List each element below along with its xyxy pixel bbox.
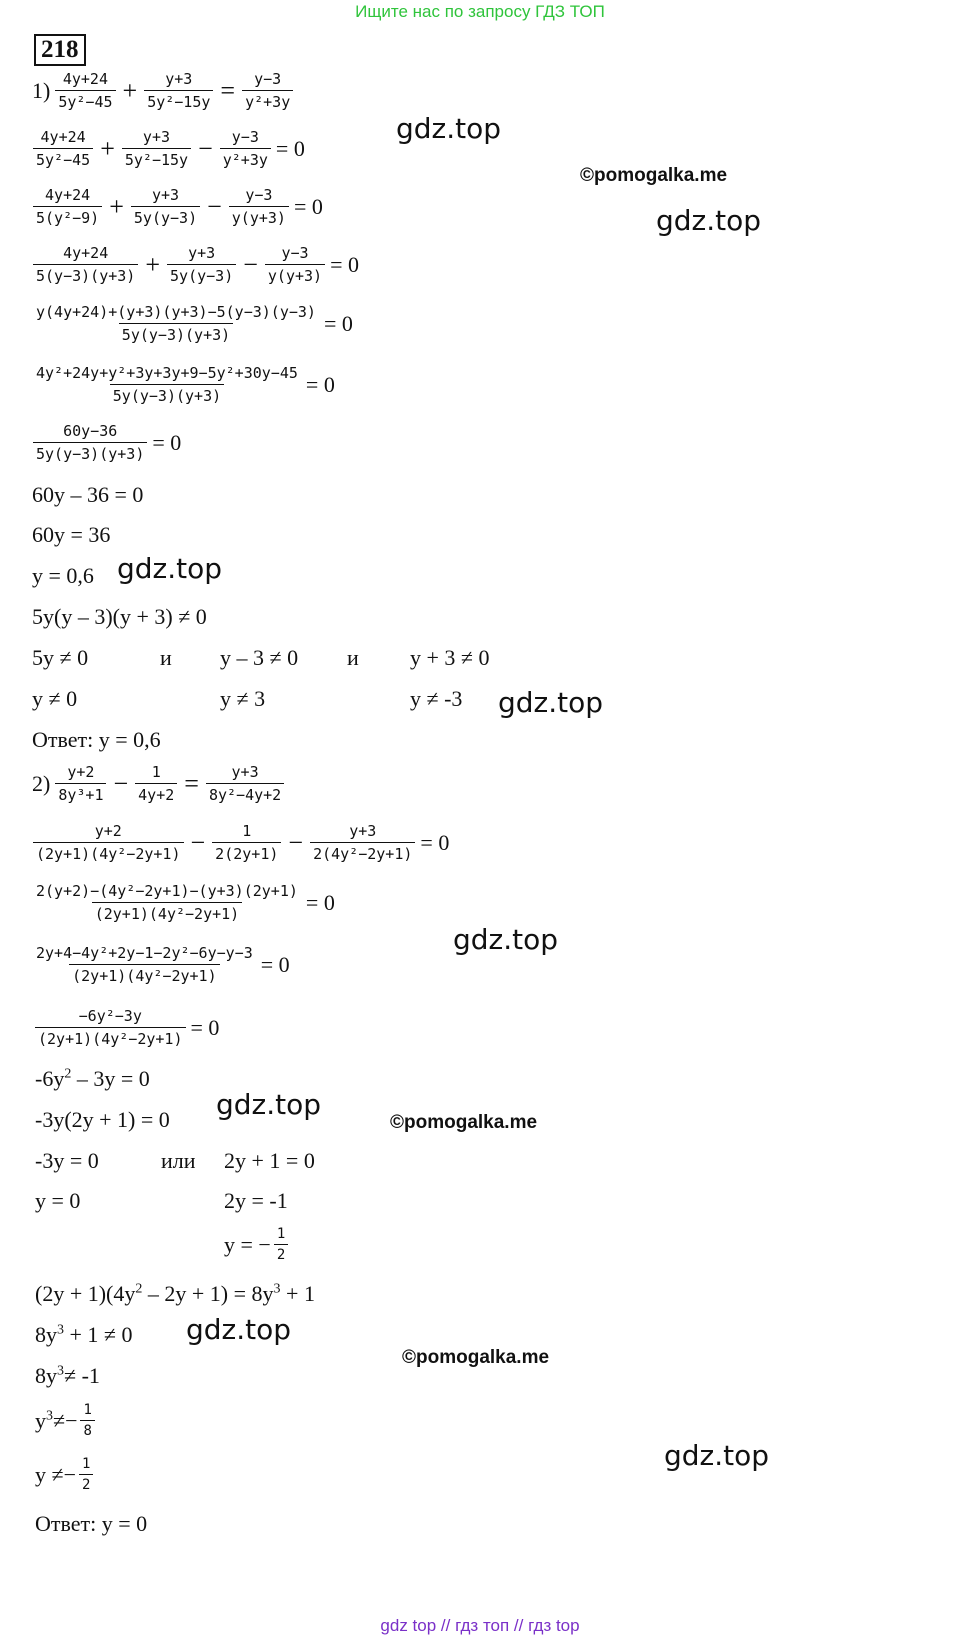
watermark-pomogalka: ©pomogalka.me [390, 1112, 538, 1133]
term: y [35, 1407, 46, 1433]
operator: − [207, 191, 222, 221]
fraction [135, 763, 177, 804]
part2-line8-conj: или [161, 1148, 196, 1173]
part1-line8: 60y – 36 = 0 [32, 482, 144, 507]
equals: = [184, 768, 199, 798]
fraction [55, 70, 115, 111]
numerator: 60y−36 [63, 422, 118, 440]
fraction [206, 763, 284, 804]
denominator: 2(4y²−2y+1) [310, 842, 415, 863]
part1-line2 [30, 128, 305, 169]
denominator: (2y+1)(4y²−2y+1) [35, 1027, 186, 1048]
part2-line5 [32, 1007, 219, 1048]
part2-line11: $(2y + 1)(4y^2 - 2y + 1) = 8y^3 + 1$ [35, 1281, 315, 1306]
part2-line9b: 2y = -1 [224, 1188, 288, 1213]
equals-zero: = 0 [420, 829, 450, 855]
denominator: 2(2y+1) [212, 842, 281, 863]
part2-line7: -3y(2y + 1) = 0 [35, 1107, 170, 1132]
part1-line12a: 5y ≠ 0 [32, 645, 89, 670]
operator: + [145, 249, 161, 279]
part2-line1 [32, 763, 287, 804]
denominator: 5y(y−3) [131, 206, 200, 227]
equals-zero: = 0 [305, 889, 335, 915]
fraction [79, 1456, 93, 1493]
fraction [80, 1402, 94, 1439]
numerator: y−3 [254, 70, 282, 88]
top-banner: Ищите нас по запросу ГДЗ ТОП [355, 2, 605, 21]
denominator: y²+3y [220, 148, 271, 169]
term: – 3y = 0 [71, 1066, 150, 1091]
term: ≠− [53, 1407, 78, 1433]
part1-line6 [30, 364, 335, 405]
operator: − [113, 768, 129, 798]
equals-zero: = 0 [260, 951, 290, 977]
part1-line13a: y ≠ 0 [32, 686, 78, 711]
operator: − [288, 827, 304, 857]
term: y ≠− [35, 1461, 76, 1487]
fraction [33, 882, 301, 923]
numerator: y+2 [67, 763, 95, 781]
numerator: −6y²−3y [78, 1007, 142, 1025]
part2-line9a: y = 0 [35, 1188, 81, 1213]
operator: − [198, 133, 213, 163]
denominator: (2y+1)(4y²−2y+1) [69, 964, 220, 985]
numerator: 1 [81, 1456, 91, 1472]
fraction [131, 186, 200, 227]
part2-line15 [35, 1456, 96, 1493]
denominator: 2 [79, 1474, 93, 1493]
part2-line6: $-6y^2 - 3y = 0$ [35, 1066, 150, 1091]
denominator: (2y+1)(4y²−2y+1) [33, 842, 184, 863]
part2-line2 [30, 822, 449, 863]
operator: + [122, 75, 138, 105]
denominator: 5y²−45 [55, 90, 115, 111]
denominator: 5y(y−3)(y+3) [110, 384, 224, 405]
numerator: y+3 [165, 70, 193, 88]
fraction [229, 186, 289, 227]
numerator: y−3 [245, 186, 273, 204]
bottom-banner: gdz top // гдз топ // гдз top [380, 1616, 580, 1635]
part1-line10: y = 0,6 [32, 563, 94, 588]
term: + 1 ≠ 0 [64, 1322, 133, 1347]
part2-line12: $8y^3 + 1 \ne 0$ [35, 1322, 133, 1347]
operator: + [100, 133, 115, 163]
denominator: 5(y²−9) [33, 206, 102, 227]
denominator: 5y(y−3)(y+3) [119, 323, 233, 344]
part1-line13b: y ≠ 3 [220, 686, 266, 711]
watermark-gdz: gdz.top [498, 686, 604, 719]
fraction [212, 822, 281, 863]
term: -6y [35, 1066, 65, 1091]
fraction [33, 822, 184, 863]
term: ≠ -1 [64, 1363, 100, 1388]
fraction [265, 244, 325, 285]
part2-answer: Ответ: y = 0 [35, 1511, 148, 1536]
numerator: 1 [242, 822, 252, 840]
fraction [35, 1007, 186, 1048]
numerator: 4y+24 [63, 244, 109, 262]
term: 8y [35, 1363, 57, 1388]
numerator: y−3 [281, 244, 309, 262]
numerator: y+2 [94, 822, 122, 840]
part2-line4 [30, 944, 290, 985]
numerator: 1 [83, 1402, 92, 1418]
equals-zero: = 0 [152, 429, 182, 455]
term: (2y + 1)(4y [35, 1281, 136, 1306]
watermark-gdz: gdz.top [216, 1088, 322, 1121]
denominator: 5y²−45 [33, 148, 93, 169]
part2-line10 [224, 1226, 291, 1263]
numerator: 1 [276, 1226, 286, 1242]
fraction [310, 822, 415, 863]
numerator: y+3 [151, 186, 180, 204]
fraction [242, 70, 293, 111]
watermark-pomogalka: ©pomogalka.me [580, 165, 728, 186]
term: $y^3\ne-$ [35, 1407, 78, 1433]
fraction [55, 763, 106, 804]
fraction [144, 70, 213, 111]
denominator: 5(y−3)(y+3) [33, 264, 138, 285]
equals-zero: = 0 [305, 371, 335, 397]
fraction [220, 128, 271, 169]
part1-line12-conj: и [347, 645, 359, 670]
part2-line3 [30, 882, 335, 923]
fraction [33, 944, 256, 985]
denominator: 5y²−15y [122, 148, 191, 169]
numerator: 4y+24 [40, 128, 86, 146]
operator: − [190, 827, 206, 857]
part1-answer: Ответ: y = 0,6 [32, 727, 161, 752]
numerator: 4y+24 [45, 186, 91, 204]
fraction [33, 303, 319, 344]
watermark-gdz: gdz.top [117, 552, 223, 585]
fraction [274, 1226, 288, 1263]
fraction [33, 422, 147, 463]
part1-line11: 5y(y – 3)(y + 3) ≠ 0 [32, 604, 207, 629]
equals-zero: = 0 [330, 251, 360, 277]
denominator: y(y+3) [265, 264, 325, 285]
equals-zero: = 0 [190, 1014, 220, 1040]
fraction [167, 244, 236, 285]
fraction [33, 364, 301, 405]
part1-line12b: y – 3 ≠ 0 [220, 645, 299, 670]
part1-line1 [32, 70, 296, 111]
watermark-gdz: gdz.top [396, 112, 502, 145]
equals-zero: = 0 [293, 193, 323, 219]
part1-label: 1) [32, 77, 51, 103]
numerator: y+3 [142, 128, 171, 146]
part1-line4 [30, 244, 359, 285]
watermark-pomogalka: ©pomogalka.me [402, 1347, 550, 1368]
denominator: 5y(y−3) [167, 264, 236, 285]
fraction [33, 128, 93, 169]
denominator: y²+3y [242, 90, 293, 111]
numerator: y+3 [231, 763, 259, 781]
part1-line12-conj: и [160, 645, 172, 670]
numerator: y−3 [231, 128, 259, 146]
denominator: 5y²−15y [144, 90, 213, 111]
numerator: 2y+4−4y²+2y−1−2y²−6y−y−3 [36, 944, 253, 962]
part1-line12c: y + 3 ≠ 0 [410, 645, 490, 670]
term: – 2y + 1) = 8y [142, 1281, 274, 1306]
part2-label: 2) [32, 770, 51, 796]
denominator: y(y+3) [229, 206, 289, 227]
fraction [33, 186, 102, 227]
part1-line5 [30, 303, 353, 344]
part2-line14 [35, 1402, 98, 1439]
denominator: 2 [274, 1244, 288, 1263]
fraction [33, 244, 138, 285]
part2-line8a: -3y = 0 [35, 1148, 99, 1173]
operator: + [109, 191, 124, 221]
fraction [122, 128, 191, 169]
denominator: 8y³+1 [55, 783, 106, 804]
equals-zero: = 0 [275, 135, 305, 161]
watermark-gdz: gdz.top [656, 204, 762, 237]
term: 8y [35, 1322, 57, 1347]
numerator: y(4y+24)+(y+3)(y+3)−5(y−3)(y−3) [36, 303, 316, 321]
part1-line3 [30, 186, 323, 227]
denominator: 4y+2 [135, 783, 177, 804]
numerator: 4y+24 [62, 70, 108, 88]
part2-line8b: 2y + 1 = 0 [224, 1148, 315, 1173]
operator: − [243, 249, 258, 279]
problem-number: 218 [34, 34, 86, 66]
term: y = − [224, 1231, 271, 1257]
denominator: 5y(y−3)(y+3) [33, 442, 147, 463]
term: + 1 [280, 1281, 315, 1306]
numerator: y+3 [188, 244, 216, 262]
equals: = [220, 75, 236, 105]
watermark-gdz: gdz.top [453, 923, 559, 956]
part1-line13c: y ≠ -3 [410, 686, 463, 711]
equals-zero: = 0 [323, 310, 353, 336]
denominator: 8y²−4y+2 [206, 783, 284, 804]
denominator: 8 [80, 1420, 94, 1439]
numerator: y+3 [349, 822, 377, 840]
part1-line9: 60y = 36 [32, 522, 111, 547]
part2-line13: $8y^3\ne -1$ [35, 1363, 100, 1388]
watermark-gdz: gdz.top [664, 1439, 770, 1472]
watermark-gdz: gdz.top [186, 1313, 292, 1346]
numerator: 1 [151, 763, 161, 781]
numerator: 2(y+2)−(4y²−2y+1)−(y+3)(2y+1) [36, 882, 298, 900]
denominator: (2y+1)(4y²−2y+1) [92, 902, 243, 923]
part1-line7 [30, 422, 181, 463]
numerator: 4y²+24y+y²+3y+3y+9−5y²+30y−45 [36, 364, 298, 382]
